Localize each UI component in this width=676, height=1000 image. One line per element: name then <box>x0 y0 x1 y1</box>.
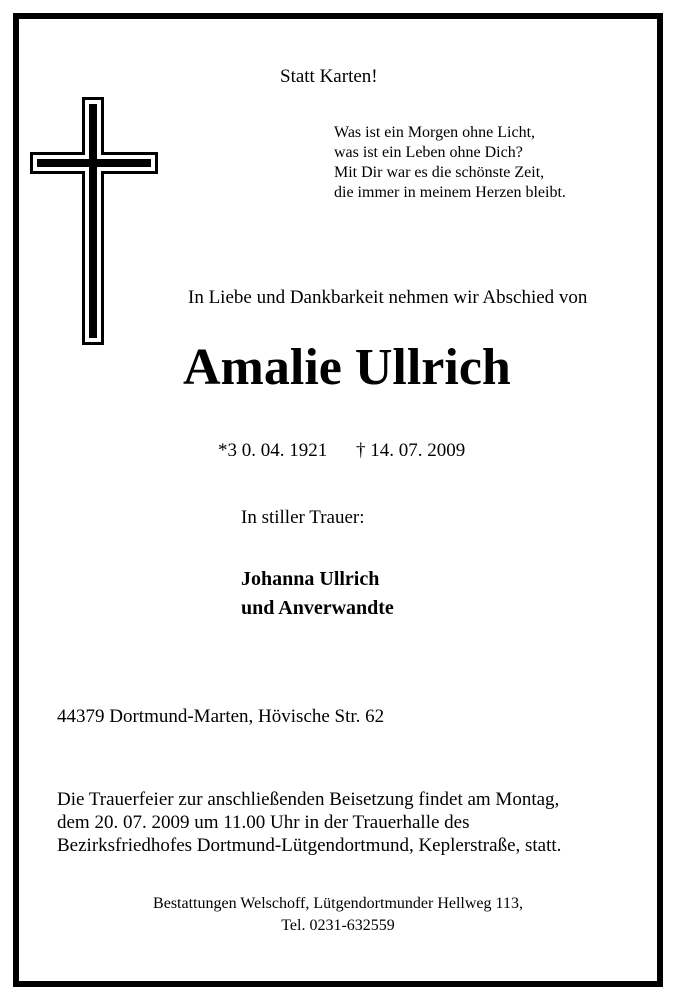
mourner-name: Johanna Ullrich <box>241 568 380 590</box>
undertaker-phone: Tel. 0231-632559 <box>281 917 395 934</box>
undertaker-address: Bestattungen Welschoff, Lütgendortmunder Hellweg 113, <box>153 895 523 912</box>
farewell-intro: In Liebe und Dankbarkeit nehmen wir Abschied von <box>188 287 588 308</box>
mourner-name: und Anverwandte <box>241 597 394 619</box>
service-line: dem 20. 07. 2009 um 11.00 Uhr in der Trauerhalle des <box>57 812 470 833</box>
service-line: Bezirksfriedhofes Dortmund-Lütgendortmund, Keplerstraße, statt. <box>57 835 562 856</box>
undertaker-info <box>0 893 676 937</box>
funeral-service-info <box>57 788 561 857</box>
verse-line: Was ist ein Morgen ohne Licht, <box>334 124 536 141</box>
death-date: † 14. 07. 2009 <box>356 440 466 461</box>
family-address: 44379 Dortmund-Marten, Hövische Str. 62 <box>57 706 385 727</box>
service-line: Die Trauerfeier zur anschließenden Beisetzung findet am Montag, <box>57 789 560 810</box>
memorial-verse <box>334 123 566 203</box>
verse-line: die immer in meinem Herzen bleibt. <box>334 184 566 201</box>
verse-line: was ist ein Leben ohne Dich? <box>334 144 523 161</box>
mourners-list <box>241 565 394 623</box>
birth-date: *3 0. 04. 1921 <box>218 440 328 461</box>
mourning-label: In stiller Trauer: <box>241 507 365 528</box>
deceased-name: Amalie Ullrich <box>183 339 511 396</box>
verse-line: Mit Dir war es die schönste Zeit, <box>334 164 545 181</box>
cross-icon <box>30 97 158 345</box>
life-dates <box>218 440 465 462</box>
statt-karten-heading: Statt Karten! <box>280 66 378 87</box>
